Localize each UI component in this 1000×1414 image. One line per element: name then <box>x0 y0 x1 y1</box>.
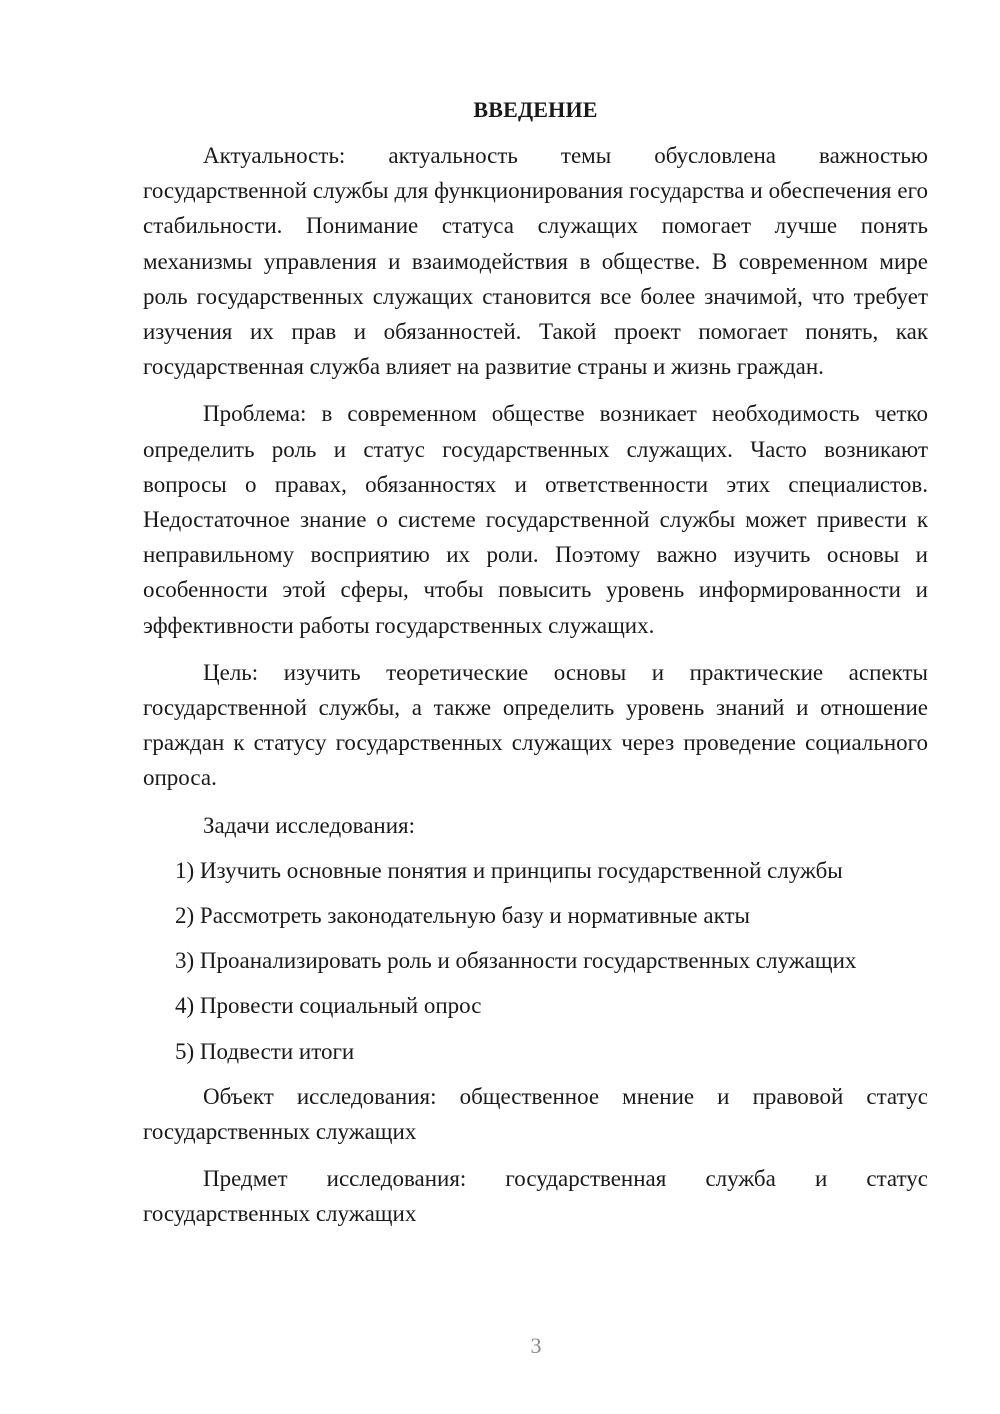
task-item: 5) Подвести итоги <box>175 1038 355 1064</box>
task-item: 3) Проанализировать роль и обязанности государственных служащих <box>175 948 857 974</box>
subject-paragraph: Предмет исследования: государственная служба и статус государственных служащих <box>143 1166 928 1227</box>
task-item: 2) Рассмотреть законодательную базу и нормативные акты <box>175 903 750 929</box>
problem-paragraph: Проблема: в современном обществе возникает необходимость четко определить роль и статус государственных служащих. Часто возникают вопросы о правах, обязанностях и ответственности этих специалистов. Недостаточное знание о системе государственной службы может привести к неправильному восприятию их роли. Поэтому важно изучить основы и особенности этой сферы, чтобы повысить уровень информированности и эффективности работы государственных служащих. <box>143 401 928 638</box>
page-number: 3 <box>530 1333 542 1358</box>
task-item: 4) Провести социальный опрос <box>175 993 482 1019</box>
tasks-list <box>143 853 928 1069</box>
page-content <box>143 90 928 1232</box>
tasks-title: Задачи исследования: <box>203 812 416 838</box>
goal-paragraph: Цель: изучить теоретические основы и практические аспекты государственной службы, а также определить уровень знаний и отношение граждан к статусу государственных служащих через проведение социального опроса. <box>143 659 928 791</box>
task-item: 1) Изучить основные понятия и принципы государственной службы <box>175 857 843 883</box>
object-paragraph: Объект исследования: общественное мнение и правовой статус государственных служащих <box>143 1083 928 1145</box>
relevance-paragraph: Актуальность: актуальность темы обусловлена важностью государственной службы для функционирования государства и обеспечения его стабильности. Понимание статуса служащих помогает лучше понять механизмы управления и взаимодействия в обществе. В современном мире роль государственных служащих становится все более значимой, что требует изучения их прав и обязанностей. Такой проект помогает понять, как государственная служба влияет на развитие страны и жизнь граждан. <box>143 143 928 380</box>
section-heading: ВВЕДЕНИЕ <box>473 97 598 122</box>
